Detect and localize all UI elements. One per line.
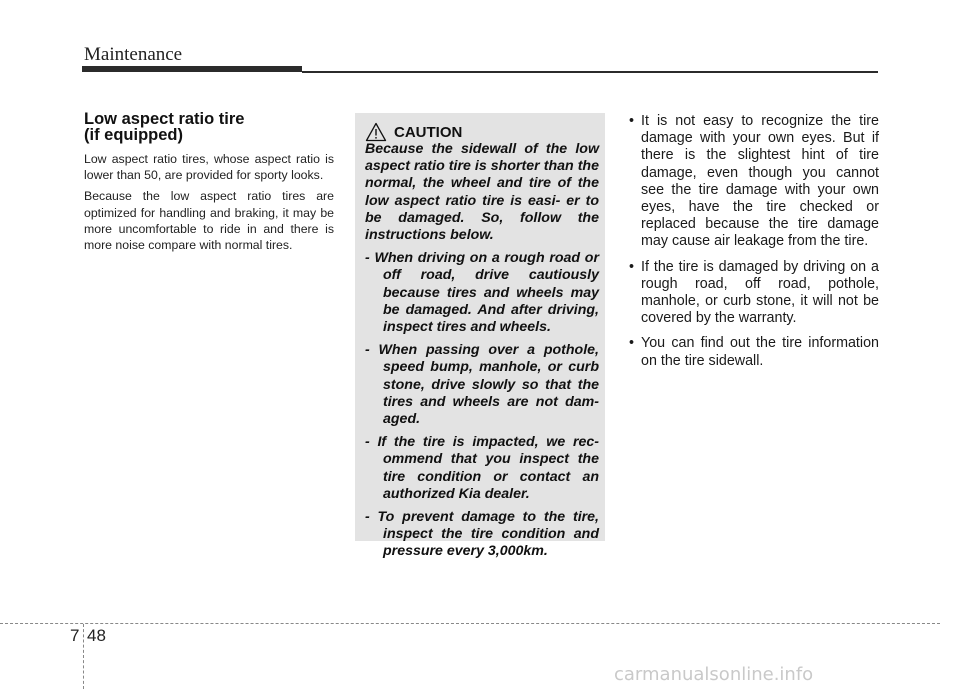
caution-box [355, 113, 605, 560]
bullet-text: It is not easy to recognize the tire damage with your own eyes. But if there is the slightest hint of tire damage, even though you cannot see the tire damage with your own eyes, have the tire checked or replaced because the tire damage may cause air leakage from the tire. [641, 113, 879, 250]
header-rule-thick [82, 66, 302, 72]
bullet-dot-icon: • [629, 113, 635, 129]
section-paragraph: Low aspect ratio tires, whose aspect ratio is lower than 50, are provided for sporty looks. [84, 152, 334, 183]
warning-triangle-icon [365, 122, 387, 142]
caution-body [365, 141, 599, 567]
caution-item: - When passing over a pothole, speed bump, manhole, or curb stone, drive slowly so that the tires and wheels are not dam- aged. [365, 342, 599, 428]
header-title: Maintenance [84, 44, 183, 65]
bullet-item [624, 113, 879, 251]
bullet-dot-icon: • [629, 335, 635, 352]
header-rule-thin [302, 71, 878, 73]
bullet-item [624, 259, 879, 328]
bullet-list [624, 113, 879, 370]
page-number: 48 [87, 626, 106, 645]
footer-divider [83, 624, 84, 689]
bullet-item [624, 335, 879, 369]
chapter-number: 7 [70, 626, 80, 645]
low-aspect-section [84, 111, 334, 258]
bullet-dot-icon: • [629, 258, 635, 275]
caution-header [365, 122, 462, 142]
section-paragraph: Because the low aspect ratio tires are optimized for handling and braking, it may be more uncomfortable to ride in and there is more noise compare with normal tires. [84, 189, 334, 253]
footer-rule [0, 623, 940, 624]
section-heading [84, 111, 334, 143]
caution-intro: Because the sidewall of the low aspect ratio tire is shorter than the normal, the wheel and tire of the low aspect ratio tire is easi- er to be damaged. So, follow the instructions below. [365, 141, 599, 244]
caution-item: - To prevent damage to the tire, inspect the tire condition and pressure every 3,000km. [365, 509, 599, 560]
bullet-text: If the tire is damaged by driving on a rough road, off road, pothole, manhole, or curb stone, it will not be covered by the warranty. [641, 258, 879, 327]
caution-item: - When driving on a rough road or off road, drive cautiously because tires and wheels may be damaged. And after driving, inspect tires and wheels. [365, 250, 599, 336]
section-heading-line2: (if equipped) [84, 126, 183, 144]
tire-notes [624, 113, 879, 378]
section-heading-line1: Low aspect ratio tire [84, 110, 245, 128]
watermark: carmanualsonline.info [614, 664, 814, 685]
caution-title: CAUTION [394, 123, 463, 141]
caution-item: - If the tire is impacted, we rec- ommend that you inspect the tire condition or contact an authorized Kia dealer. [365, 434, 599, 502]
bullet-text: You can find out the tire information on the tire sidewall. [641, 335, 879, 369]
